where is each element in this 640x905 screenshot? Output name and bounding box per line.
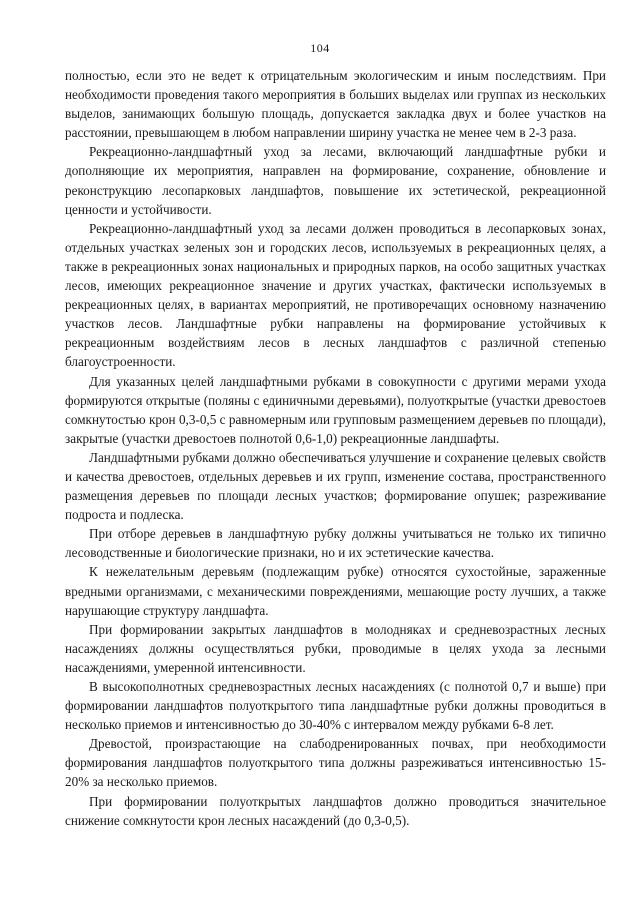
paragraph-recreational-care-definition: Рекреационно-ландшафтный уход за лесами, включающий ландшафтные рубки и дополняющие их мероприятия, направлен на формирование, сохранение, обновление и реконструкцию лесопарковых ландшафтов, повышение их эстетической, рекреационной ценности и устойчивости. [65,144,606,217]
paragraph-high-density-stands: В высокополнотных средневозрастных лесных насаждениях (с полнотой 0,7 и выше) при формировании ландшафтов полуоткрытого типа ландшафтные рубки должны проводиться в несколько приемов и интенсивностью до 30-40% с интервалом между рубками 6-8 лет. [65,679,606,733]
paragraph-recreational-care-scope: Рекреационно-ландшафтный уход за лесами должен проводиться в лесопарковых зонах, отдельных участках зеленых зон и городских лесов, используемых в рекреационных целях, а также в рекреационных зонах национальных и природных парков, на особо защитных участках лесов, имеющих рекреационное значение и других участках, фактически используемых в рекреационных целях, в вариантах мероприятий, не противоречащих основному назначению участков лесов. Ландшафтные рубки направлены на формирование устойчивых к рекреационным воздействиям лесов в лесных ландшафтов с различной степенью благоустроенности. [65,220,606,370]
paragraph-tree-selection: При отборе деревьев в ландшафтную рубку должны учитываться не только их типично лесоводственные и биологические признаки, но и их эстетические качества. [65,526,606,561]
paragraph-semi-open-landscapes: При формировании полуоткрытых ландшафтов должно проводиться значительное снижение сомкнутости крон лесных насаждений (до 0,3-0,5). [65,793,606,828]
page-number: 104 [310,41,330,55]
paragraph-landscape-cutting-goals: Ландшафтными рубками должно обеспечиваться улучшение и сохранение целевых свойств и качества древостоев, отдельных деревьев и их групп, изменение состава, пространственного размещения деревьев по площади лесных участков; формирование опушек; разреживание подроста и подлеска. [65,449,606,523]
paragraph-landscape-types: Для указанных целей ландшафтными рубками в совокупности с другими мерами ухода формируются открытые (поляны с единичными деревьями), полуоткрытые (участки древостоев сомкнутостью крон 0,3-0,5 с равномерным или групповым размещением деревьев по площади), закрытые (участки древостоев полнотой 0,6-1,0) рекреационные ландшафты. [65,373,606,446]
paragraph-continuation: полностью, если это не ведет к отрицательным экологическим и иным последствиям. При необходимости проведения такого мероприятия в больших выделах или группах из нескольких выделов, занимающих большую площадь, допускается закладка двух и более участков на расстоянии, превышающем в любом направлении ширину участка не менее чем в 2-3 раза. [65,68,606,141]
paragraph-poorly-drained-soils: Древостой, произрастающие на слабодренированных почвах, при необходимости формирования ландшафтов полуоткрытого типа должны разреживаться интенсивностью 15-20% за несколько приемов. [65,736,606,790]
paragraph-closed-landscapes: При формировании закрытых ландшафтов в молодняках и средневозрастных лесных насаждениях должны осуществляться рубки, проводимые в целях ухода за лесными насаждениями, умеренной интенсивности. [65,621,606,675]
paragraph-undesirable-trees: К нежелательным деревьям (подлежащим рубке) относятся сухостойные, зараженные вредными организмами, с механическими повреждениями, мешающие росту лучших, а также нарушающие структуру ландшафта. [65,564,606,618]
body-text [65,66,606,830]
